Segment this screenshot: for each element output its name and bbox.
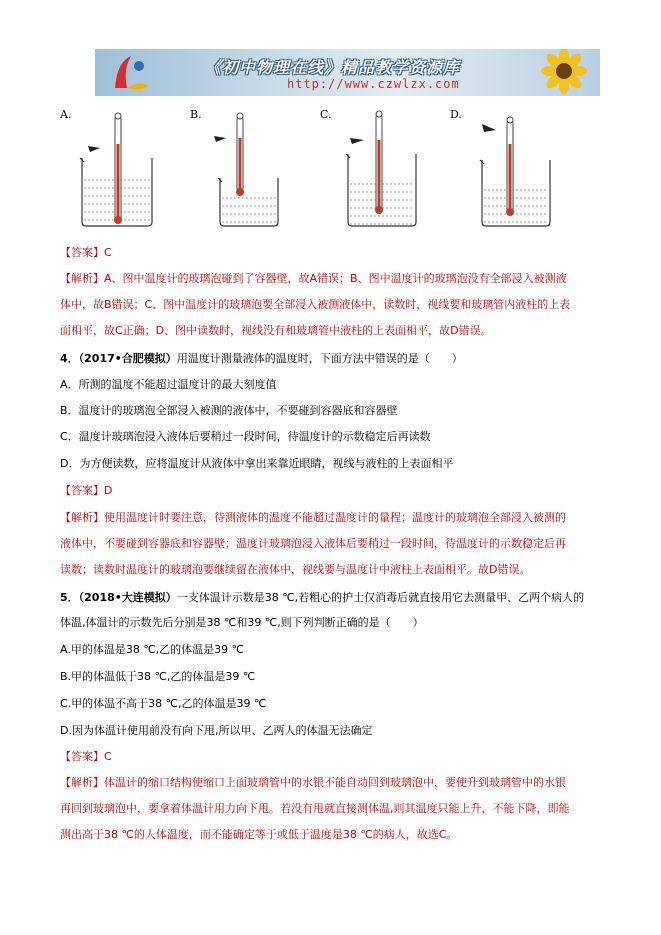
q3-analysis-line-3: 面相平，故C正确；D、图中读数时，视线没有和玻璃管中液柱的上表面相平，故D错误。: [60, 324, 492, 337]
q4-analysis-line-2: 液体中，不要碰到容器底和容器壁；温度计玻璃泡浸入液体后要稍过一段时间，待温度计的示数稳定后再: [60, 537, 566, 550]
q5-analysis-line-1: 【解析】体温计的缩口结构使缩口上面玻璃管中的水银不能自动回到玻璃泡中，要使升到玻璃管中的水银: [60, 776, 566, 789]
q4-number: 4．: [60, 352, 79, 365]
figure-b: [190, 108, 310, 233]
banner-url[interactable]: http://www.czwlzx.com: [287, 77, 460, 91]
thermometer-beaker-a-icon: [60, 108, 180, 233]
figure-label: D.: [450, 108, 462, 121]
q3-analysis-line-2: 体中，故B错误；C、图中温度计的玻璃泡要全部浸入被测液体中，读数时，视线要和玻璃管内液柱的上表: [60, 298, 571, 311]
thermometer-beaker-b-icon: [190, 108, 310, 233]
q4-analysis-line-3: 读数；读数时温度计的玻璃泡要继续留在液体中，视线要与温度计中液柱上表面相平。故D错误。: [60, 563, 531, 576]
q4-analysis-line-1: 【解析】使用温度计时要注意，待测液体的温度不能超过温度计的量程；温度计的玻璃泡全部浸入被测的: [60, 511, 566, 524]
thermometer-beaker-d-icon: [450, 108, 570, 233]
q5-option-a: A.甲的体温是38 ℃,乙的体温是39 ℃: [60, 643, 245, 656]
q5-analysis-line-2: 再回到玻璃泡中，要拿着体温计用力向下甩。若没有甩就直接测体温,则其温度只能上升，不能下降，即能: [60, 802, 570, 815]
thermometer-beaker-c-icon: [320, 108, 440, 233]
q5-option-c: C.甲的体温不高于38 ℃,乙的体温是39 ℃: [60, 697, 267, 710]
q5-answer: 【答案】C: [60, 750, 112, 763]
figure-d: [450, 108, 570, 233]
q4-option-a: A．所测的温度不能超过温度计的最大刻度值: [60, 378, 277, 391]
q5-stem-line-1: [60, 590, 620, 606]
q4-option-d: D．为方便读数，应将温度计从液体中拿出来靠近眼睛，视线与液柱的上表面相平: [60, 457, 454, 470]
q4-option-c: C．温度计玻璃泡浸入液体后要稍过一段时间，待温度计的示数稳定后再读数: [60, 430, 431, 443]
q4-source: （2017•合肥模拟）: [78, 352, 177, 365]
q5-option-d: D.因为体温计使用前没有向下甩,所以甲、乙两人的体温无法确定: [60, 724, 373, 737]
q5-number: 5．: [60, 591, 79, 604]
figure-label: C.: [320, 108, 332, 121]
sunflower-icon: [524, 49, 594, 96]
figure-label: A.: [60, 108, 72, 121]
q5-analysis-line-3: 测出高于38 ℃的人体温度，而不能确定等于或低于温度是38 ℃的病人，故选C。: [60, 828, 458, 841]
q4-stem: [60, 351, 620, 367]
q4-answer: 【答案】D: [60, 484, 113, 497]
q3-answer: 【答案】C: [60, 246, 112, 259]
figure-a: [60, 108, 180, 233]
header-banner: [95, 49, 600, 96]
banner-title: 《初中物理在线》精品教学资源库: [205, 58, 461, 77]
site-logo-icon: [109, 52, 153, 94]
q3-analysis-line-1: 【解析】A、图中温度计的玻璃泡碰到了容器壁，故A错误；B、图中温度计的玻璃泡没有全部浸入被测液: [60, 272, 567, 285]
q5-stem-text: 一支体温计示数是38 ℃,若粗心的护士仅消毒后就直接用它去测量甲、乙两个病人的: [176, 591, 585, 604]
q5-stem-line-2: 体温,体温计的示数先后分别是38 ℃和39 ℃,则下列判断正确的是（ ）: [60, 616, 424, 629]
figure-c: [320, 108, 440, 233]
q5-option-b: B.甲的体温低于38 ℃,乙的体温是39 ℃: [60, 670, 256, 683]
q5-source: （2018•大连模拟）: [78, 591, 177, 604]
q4-stem-text: 用温度计测量液体的温度时，下面方法中错误的是（ ）: [176, 352, 463, 365]
q4-option-b: B．温度计的玻璃泡全部浸入被测的液体中，不要碰到容器底和容器壁: [60, 404, 398, 417]
figure-label: B.: [190, 108, 202, 121]
